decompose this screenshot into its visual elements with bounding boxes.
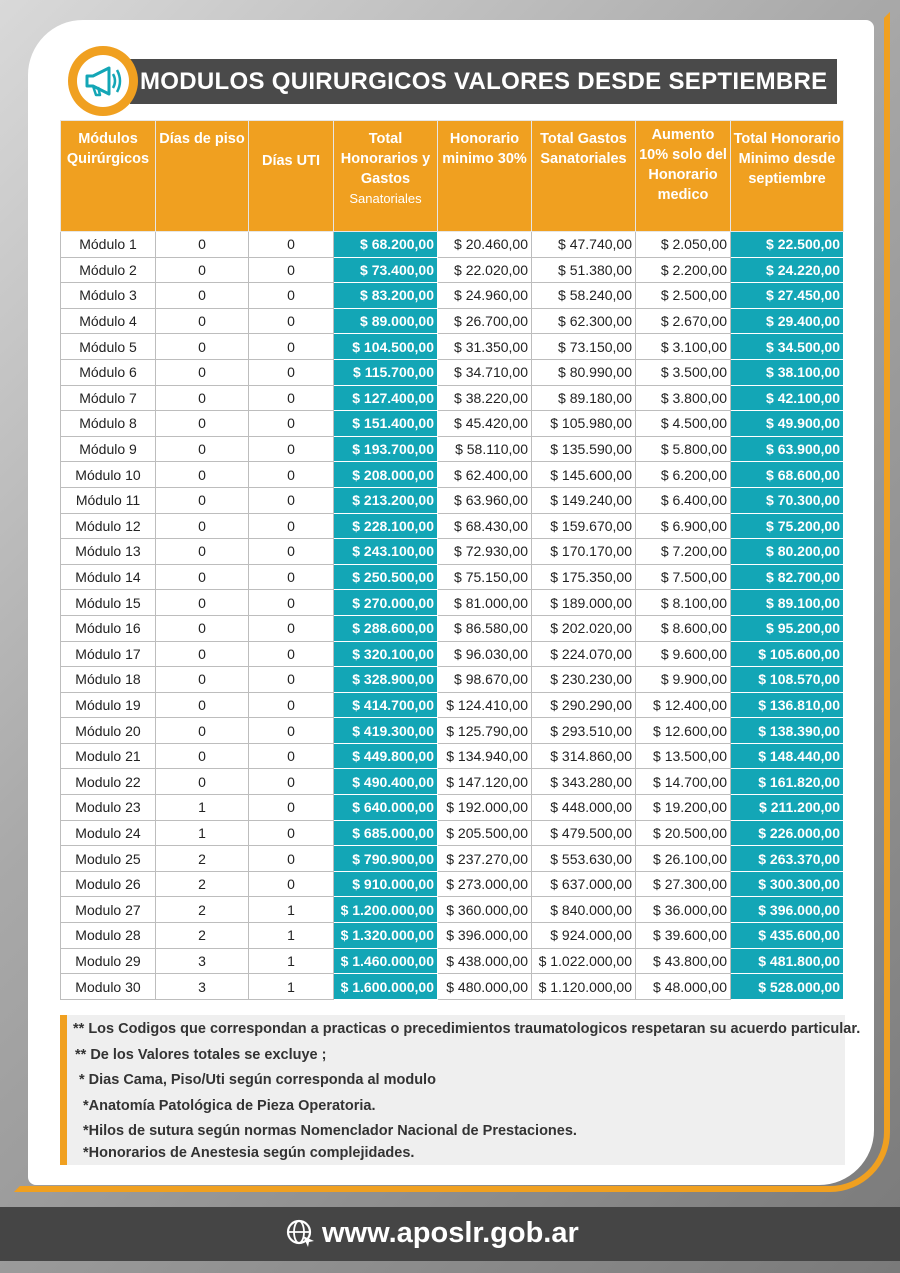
note-traumatologicos: ** Los Codigos que correspondan a practicas o precedimientos traumatologicos respetaran su acuerdo particular.	[73, 1021, 861, 1037]
header-modulo: Módulos Quirúrgicos	[61, 121, 156, 232]
cell-aumento: $ 43.800,00	[636, 948, 731, 974]
table-row	[61, 974, 844, 1000]
table-row	[61, 820, 844, 846]
table-header-row	[61, 121, 844, 232]
cell-total: $ 910.000,00	[334, 871, 438, 897]
cell-aumento: $ 5.800,00	[636, 436, 731, 462]
cell-dias-uti: 0	[249, 411, 334, 437]
cell-dias-uti: 0	[249, 257, 334, 283]
cell-dias-uti: 1	[249, 923, 334, 949]
cell-aumento: $ 2.670,00	[636, 308, 731, 334]
cell-dias-uti: 0	[249, 718, 334, 744]
cell-gastos: $ 73.150,00	[532, 334, 636, 360]
cell-total: $ 68.200,00	[334, 232, 438, 258]
header-gastos: Total Gastos Sanatoriales	[532, 121, 636, 232]
cell-honorario: $ 237.270,00	[438, 846, 532, 872]
cell-total-final: $ 105.600,00	[731, 641, 844, 667]
cell-gastos: $ 149.240,00	[532, 487, 636, 513]
cell-modulo: Módulo 4	[61, 308, 156, 334]
cell-dias-uti: 0	[249, 436, 334, 462]
cell-dias-piso: 0	[156, 334, 249, 360]
cell-dias-uti: 0	[249, 820, 334, 846]
cell-modulo: Módulo 13	[61, 539, 156, 565]
modules-table	[60, 120, 844, 1000]
cell-total-final: $ 24.220,00	[731, 257, 844, 283]
cell-honorario: $ 22.020,00	[438, 257, 532, 283]
cell-dias-piso: 0	[156, 615, 249, 641]
cell-dias-uti: 0	[249, 334, 334, 360]
table-row	[61, 667, 844, 693]
cell-modulo: Modulo 28	[61, 923, 156, 949]
cell-dias-uti: 0	[249, 795, 334, 821]
cell-gastos: $ 293.510,00	[532, 718, 636, 744]
table-row	[61, 871, 844, 897]
table-body	[61, 232, 844, 1000]
header-total: Total Honorarios y Gastos Sanatoriales	[334, 121, 438, 232]
cell-total-final: $ 80.200,00	[731, 539, 844, 565]
table-row	[61, 743, 844, 769]
cell-gastos: $ 224.070,00	[532, 641, 636, 667]
cell-dias-piso: 2	[156, 846, 249, 872]
cell-dias-uti: 0	[249, 539, 334, 565]
cell-total: $ 320.100,00	[334, 641, 438, 667]
cell-dias-piso: 1	[156, 820, 249, 846]
cell-aumento: $ 3.500,00	[636, 359, 731, 385]
cell-dias-piso: 0	[156, 436, 249, 462]
cell-total-final: $ 49.900,00	[731, 411, 844, 437]
cell-dias-piso: 0	[156, 769, 249, 795]
cell-total-final: $ 148.440,00	[731, 743, 844, 769]
cell-modulo: Módulo 9	[61, 436, 156, 462]
cell-total-final: $ 70.300,00	[731, 487, 844, 513]
cell-aumento: $ 48.000,00	[636, 974, 731, 1000]
cell-gastos: $ 637.000,00	[532, 871, 636, 897]
cell-aumento: $ 39.600,00	[636, 923, 731, 949]
cell-total-final: $ 108.570,00	[731, 667, 844, 693]
cell-gastos: $ 202.020,00	[532, 615, 636, 641]
cell-aumento: $ 27.300,00	[636, 871, 731, 897]
table-row	[61, 411, 844, 437]
cell-aumento: $ 6.900,00	[636, 513, 731, 539]
cell-gastos: $ 80.990,00	[532, 359, 636, 385]
table-row	[61, 257, 844, 283]
cell-gastos: $ 159.670,00	[532, 513, 636, 539]
cell-gastos: $ 924.000,00	[532, 923, 636, 949]
cell-total-final: $ 300.300,00	[731, 871, 844, 897]
cell-total: $ 790.900,00	[334, 846, 438, 872]
cell-total: $ 115.700,00	[334, 359, 438, 385]
globe-cursor-icon	[286, 1219, 316, 1249]
cell-aumento: $ 7.500,00	[636, 564, 731, 590]
cell-total-final: $ 396.000,00	[731, 897, 844, 923]
table-row	[61, 539, 844, 565]
cell-total: $ 449.800,00	[334, 743, 438, 769]
cell-total-final: $ 63.900,00	[731, 436, 844, 462]
cell-honorario: $ 34.710,00	[438, 359, 532, 385]
cell-aumento: $ 20.500,00	[636, 820, 731, 846]
cell-modulo: Modulo 21	[61, 743, 156, 769]
cell-dias-uti: 0	[249, 692, 334, 718]
cell-honorario: $ 31.350,00	[438, 334, 532, 360]
cell-total: $ 270.000,00	[334, 590, 438, 616]
cell-honorario: $ 273.000,00	[438, 871, 532, 897]
cell-total: $ 83.200,00	[334, 283, 438, 309]
cell-total-final: $ 89.100,00	[731, 590, 844, 616]
logo	[68, 46, 138, 116]
cell-total: $ 89.000,00	[334, 308, 438, 334]
cell-modulo: Módulo 5	[61, 334, 156, 360]
cell-dias-piso: 0	[156, 283, 249, 309]
cell-gastos: $ 553.630,00	[532, 846, 636, 872]
cell-aumento: $ 13.500,00	[636, 743, 731, 769]
cell-aumento: $ 12.600,00	[636, 718, 731, 744]
cell-aumento: $ 19.200,00	[636, 795, 731, 821]
cell-total-final: $ 528.000,00	[731, 974, 844, 1000]
cell-dias-uti: 0	[249, 308, 334, 334]
cell-modulo: Módulo 1	[61, 232, 156, 258]
cell-total-final: $ 95.200,00	[731, 615, 844, 641]
cell-total: $ 208.000,00	[334, 462, 438, 488]
cell-dias-uti: 1	[249, 897, 334, 923]
cell-honorario: $ 20.460,00	[438, 232, 532, 258]
cell-aumento: $ 14.700,00	[636, 769, 731, 795]
cell-honorario: $ 63.960,00	[438, 487, 532, 513]
cell-total-final: $ 34.500,00	[731, 334, 844, 360]
table-row	[61, 948, 844, 974]
cell-gastos: $ 89.180,00	[532, 385, 636, 411]
cell-dias-piso: 0	[156, 232, 249, 258]
cell-honorario: $ 62.400,00	[438, 462, 532, 488]
cell-honorario: $ 96.030,00	[438, 641, 532, 667]
cell-gastos: $ 189.000,00	[532, 590, 636, 616]
table-row	[61, 846, 844, 872]
notes-box	[60, 1015, 861, 1165]
footer	[0, 1207, 900, 1261]
cell-aumento: $ 6.200,00	[636, 462, 731, 488]
megaphone-icon	[83, 62, 123, 100]
cell-aumento: $ 6.400,00	[636, 487, 731, 513]
cell-dias-piso: 3	[156, 948, 249, 974]
cell-gastos: $ 62.300,00	[532, 308, 636, 334]
table-row	[61, 923, 844, 949]
cell-dias-piso: 0	[156, 641, 249, 667]
cell-honorario: $ 38.220,00	[438, 385, 532, 411]
table-row	[61, 334, 844, 360]
cell-dias-uti: 0	[249, 513, 334, 539]
title-bar	[130, 59, 837, 104]
cell-dias-uti: 0	[249, 743, 334, 769]
cell-aumento: $ 8.100,00	[636, 590, 731, 616]
cell-honorario: $ 396.000,00	[438, 923, 532, 949]
cell-total-final: $ 263.370,00	[731, 846, 844, 872]
cell-modulo: Módulo 14	[61, 564, 156, 590]
cell-modulo: Módulo 16	[61, 615, 156, 641]
cell-dias-piso: 0	[156, 411, 249, 437]
cell-honorario: $ 134.940,00	[438, 743, 532, 769]
cell-aumento: $ 4.500,00	[636, 411, 731, 437]
cell-total: $ 490.400,00	[334, 769, 438, 795]
cell-honorario: $ 58.110,00	[438, 436, 532, 462]
cell-total: $ 228.100,00	[334, 513, 438, 539]
cell-total-final: $ 138.390,00	[731, 718, 844, 744]
cell-aumento: $ 2.500,00	[636, 283, 731, 309]
cell-honorario: $ 438.000,00	[438, 948, 532, 974]
cell-total: $ 640.000,00	[334, 795, 438, 821]
cell-gastos: $ 290.290,00	[532, 692, 636, 718]
cell-modulo: Módulo 8	[61, 411, 156, 437]
cell-modulo: Módulo 17	[61, 641, 156, 667]
cell-total-final: $ 29.400,00	[731, 308, 844, 334]
cell-total: $ 288.600,00	[334, 615, 438, 641]
cell-gastos: $ 105.980,00	[532, 411, 636, 437]
cell-aumento: $ 36.000,00	[636, 897, 731, 923]
cell-gastos: $ 448.000,00	[532, 795, 636, 821]
cell-modulo: Modulo 23	[61, 795, 156, 821]
cell-dias-uti: 0	[249, 590, 334, 616]
table-row	[61, 513, 844, 539]
cell-dias-piso: 0	[156, 539, 249, 565]
cell-total: $ 104.500,00	[334, 334, 438, 360]
table-row	[61, 692, 844, 718]
cell-aumento: $ 26.100,00	[636, 846, 731, 872]
cell-modulo: Módulo 7	[61, 385, 156, 411]
cell-gastos: $ 175.350,00	[532, 564, 636, 590]
cell-aumento: $ 3.100,00	[636, 334, 731, 360]
cell-total: $ 151.400,00	[334, 411, 438, 437]
cell-total: $ 193.700,00	[334, 436, 438, 462]
cell-dias-piso: 0	[156, 487, 249, 513]
cell-gastos: $ 47.740,00	[532, 232, 636, 258]
cell-dias-uti: 0	[249, 846, 334, 872]
cell-total-final: $ 136.810,00	[731, 692, 844, 718]
table-row	[61, 232, 844, 258]
cell-modulo: Modulo 24	[61, 820, 156, 846]
cell-aumento: $ 9.900,00	[636, 667, 731, 693]
cell-dias-piso: 0	[156, 462, 249, 488]
cell-total-final: $ 226.000,00	[731, 820, 844, 846]
cell-dias-uti: 0	[249, 359, 334, 385]
table-row	[61, 897, 844, 923]
cell-gastos: $ 343.280,00	[532, 769, 636, 795]
cell-total: $ 1.460.000,00	[334, 948, 438, 974]
cell-dias-piso: 0	[156, 692, 249, 718]
cell-modulo: Módulo 20	[61, 718, 156, 744]
cell-modulo: Modulo 30	[61, 974, 156, 1000]
cell-total-final: $ 435.600,00	[731, 923, 844, 949]
table-row	[61, 590, 844, 616]
cell-total: $ 1.320.000,00	[334, 923, 438, 949]
cell-modulo: Módulo 10	[61, 462, 156, 488]
cell-total: $ 419.300,00	[334, 718, 438, 744]
cell-total-final: $ 75.200,00	[731, 513, 844, 539]
header-honorario: Honorario minimo 30%	[438, 121, 532, 232]
cell-total-final: $ 211.200,00	[731, 795, 844, 821]
cell-total: $ 250.500,00	[334, 564, 438, 590]
cell-modulo: Módulo 3	[61, 283, 156, 309]
cell-dias-uti: 0	[249, 487, 334, 513]
cell-honorario: $ 86.580,00	[438, 615, 532, 641]
header-aumento: Aumento 10% solo del Honorario medico	[636, 121, 731, 232]
cell-total-final: $ 68.600,00	[731, 462, 844, 488]
cell-gastos: $ 479.500,00	[532, 820, 636, 846]
cell-gastos: $ 840.000,00	[532, 897, 636, 923]
cell-dias-piso: 0	[156, 743, 249, 769]
table-row	[61, 308, 844, 334]
cell-total: $ 73.400,00	[334, 257, 438, 283]
cell-dias-piso: 0	[156, 718, 249, 744]
table-row	[61, 487, 844, 513]
note-hilos: *Hilos de sutura según normas Nomenclador Nacional de Prestaciones.	[83, 1123, 577, 1139]
cell-gastos: $ 314.860,00	[532, 743, 636, 769]
cell-modulo: Modulo 27	[61, 897, 156, 923]
cell-honorario: $ 24.960,00	[438, 283, 532, 309]
cell-modulo: Modulo 26	[61, 871, 156, 897]
cell-gastos: $ 135.590,00	[532, 436, 636, 462]
cell-dias-piso: 2	[156, 923, 249, 949]
header-dias-uti: Días UTI	[249, 121, 334, 232]
cell-total: $ 243.100,00	[334, 539, 438, 565]
cell-honorario: $ 98.670,00	[438, 667, 532, 693]
cell-dias-piso: 0	[156, 359, 249, 385]
note-anatomia: *Anatomía Patológica de Pieza Operatoria.	[83, 1098, 376, 1114]
cell-dias-piso: 0	[156, 513, 249, 539]
cell-dias-uti: 0	[249, 232, 334, 258]
cell-gastos: $ 58.240,00	[532, 283, 636, 309]
cell-modulo: Módulo 6	[61, 359, 156, 385]
cell-dias-uti: 0	[249, 462, 334, 488]
cell-honorario: $ 81.000,00	[438, 590, 532, 616]
header-total-final: Total Honorario Minimo desde septiembre	[731, 121, 844, 232]
cell-dias-piso: 0	[156, 667, 249, 693]
cell-dias-piso: 2	[156, 897, 249, 923]
note-dias-cama: * Dias Cama, Piso/Uti según corresponda al modulo	[79, 1072, 436, 1088]
cell-aumento: $ 3.800,00	[636, 385, 731, 411]
cell-honorario: $ 72.930,00	[438, 539, 532, 565]
cell-gastos: $ 230.230,00	[532, 667, 636, 693]
cell-dias-piso: 0	[156, 385, 249, 411]
cell-dias-uti: 0	[249, 615, 334, 641]
cell-honorario: $ 68.430,00	[438, 513, 532, 539]
cell-total-final: $ 82.700,00	[731, 564, 844, 590]
cell-total-final: $ 38.100,00	[731, 359, 844, 385]
cell-dias-piso: 0	[156, 590, 249, 616]
cell-dias-piso: 3	[156, 974, 249, 1000]
cell-honorario: $ 124.410,00	[438, 692, 532, 718]
cell-aumento: $ 12.400,00	[636, 692, 731, 718]
website-link[interactable]: www.aposlr.gob.ar	[322, 1217, 579, 1249]
table-row	[61, 283, 844, 309]
cell-aumento: $ 8.600,00	[636, 615, 731, 641]
cell-aumento: $ 2.200,00	[636, 257, 731, 283]
cell-modulo: Módulo 11	[61, 487, 156, 513]
cell-dias-uti: 1	[249, 948, 334, 974]
cell-dias-uti: 0	[249, 769, 334, 795]
cell-honorario: $ 75.150,00	[438, 564, 532, 590]
note-anestesia: *Honorarios de Anestesia según complejidades.	[83, 1145, 415, 1161]
cell-honorario: $ 192.000,00	[438, 795, 532, 821]
cell-gastos: $ 1.022.000,00	[532, 948, 636, 974]
cell-modulo: Módulo 18	[61, 667, 156, 693]
cell-dias-uti: 0	[249, 871, 334, 897]
cell-dias-uti: 0	[249, 667, 334, 693]
cell-honorario: $ 205.500,00	[438, 820, 532, 846]
cell-modulo: Módulo 12	[61, 513, 156, 539]
cell-modulo: Módulo 2	[61, 257, 156, 283]
table-row	[61, 462, 844, 488]
table-row	[61, 385, 844, 411]
cell-dias-piso: 1	[156, 795, 249, 821]
cell-total-final: $ 161.820,00	[731, 769, 844, 795]
table-row	[61, 769, 844, 795]
table-row	[61, 359, 844, 385]
table-row	[61, 615, 844, 641]
cell-dias-uti: 0	[249, 283, 334, 309]
table-row	[61, 436, 844, 462]
cell-dias-uti: 0	[249, 564, 334, 590]
cell-total-final: $ 481.800,00	[731, 948, 844, 974]
note-excluye: ** De los Valores totales se excluye ;	[75, 1047, 327, 1063]
cell-dias-uti: 0	[249, 385, 334, 411]
cell-dias-piso: 0	[156, 308, 249, 334]
cell-dias-uti: 0	[249, 641, 334, 667]
cell-total: $ 685.000,00	[334, 820, 438, 846]
cell-modulo: Módulo 15	[61, 590, 156, 616]
cell-aumento: $ 7.200,00	[636, 539, 731, 565]
table-row	[61, 795, 844, 821]
cell-dias-piso: 2	[156, 871, 249, 897]
cell-dias-piso: 0	[156, 257, 249, 283]
cell-total-final: $ 22.500,00	[731, 232, 844, 258]
page-title: MODULOS QUIRURGICOS VALORES DESDE SEPTIEMBRE	[140, 68, 828, 95]
cell-gastos: $ 51.380,00	[532, 257, 636, 283]
cell-gastos: $ 170.170,00	[532, 539, 636, 565]
cell-dias-uti: 1	[249, 974, 334, 1000]
cell-honorario: $ 480.000,00	[438, 974, 532, 1000]
table-row	[61, 718, 844, 744]
cell-modulo: Modulo 25	[61, 846, 156, 872]
table-row	[61, 641, 844, 667]
cell-honorario: $ 45.420,00	[438, 411, 532, 437]
cell-modulo: Módulo 19	[61, 692, 156, 718]
cell-honorario: $ 125.790,00	[438, 718, 532, 744]
cell-total: $ 127.400,00	[334, 385, 438, 411]
cell-total-final: $ 27.450,00	[731, 283, 844, 309]
cell-total: $ 1.600.000,00	[334, 974, 438, 1000]
table-row	[61, 564, 844, 590]
cell-honorario: $ 26.700,00	[438, 308, 532, 334]
cell-total: $ 414.700,00	[334, 692, 438, 718]
cell-modulo: Modulo 22	[61, 769, 156, 795]
cell-total: $ 213.200,00	[334, 487, 438, 513]
cell-aumento: $ 2.050,00	[636, 232, 731, 258]
cell-honorario: $ 360.000,00	[438, 897, 532, 923]
cell-total: $ 328.900,00	[334, 667, 438, 693]
cell-modulo: Modulo 29	[61, 948, 156, 974]
cell-gastos: $ 1.120.000,00	[532, 974, 636, 1000]
cell-aumento: $ 9.600,00	[636, 641, 731, 667]
cell-dias-piso: 0	[156, 564, 249, 590]
cell-total-final: $ 42.100,00	[731, 385, 844, 411]
header-dias-piso: Días de piso	[156, 121, 249, 232]
cell-total: $ 1.200.000,00	[334, 897, 438, 923]
cell-honorario: $ 147.120,00	[438, 769, 532, 795]
cell-gastos: $ 145.600,00	[532, 462, 636, 488]
